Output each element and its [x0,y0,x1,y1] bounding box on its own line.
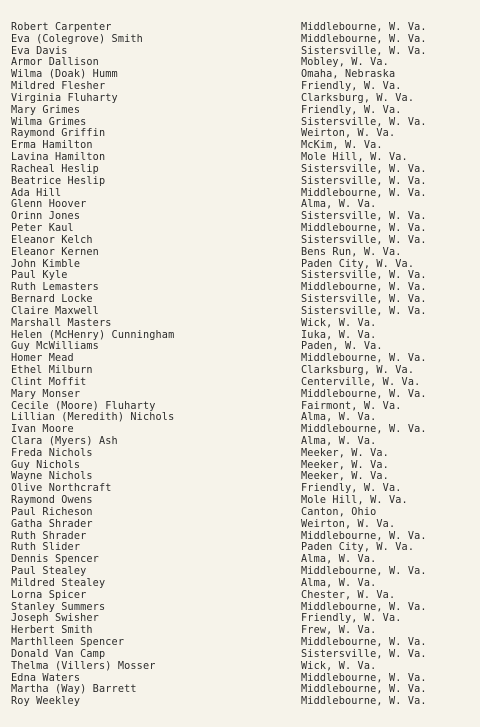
list-item [0,128,480,140]
person-name: Lillian (Meredith) Nichols [11,412,175,424]
person-location: Centerville, W. Va. [301,376,421,388]
list-item [0,436,480,448]
person-name: Mildred Stealey [11,577,106,589]
person-location: Meeker, W. Va. [301,459,389,471]
list-item [0,117,480,129]
person-name: Clara (Myers) Ash [11,435,118,447]
person-location: Middlebourne, W. Va. [301,33,427,45]
person-name: Bernard Locke [11,294,93,306]
person-name: Wayne Nichols [11,471,93,483]
list-item [0,176,480,188]
person-location: Alma, W. Va. [301,435,377,447]
person-location: Middlebourne, W. Va. [301,282,427,294]
list-item [0,495,480,507]
list-item [0,554,480,566]
person-name: Mildred Flesher [11,81,106,93]
person-location: Clarksburg, W. Va. [301,365,415,377]
person-location: Middlebourne, W. Va. [301,684,427,696]
person-name: Raymond Owens [11,495,93,507]
list-item [0,140,480,152]
person-name: Helen (McHenry) Cunningham [11,329,175,341]
person-location: Paden, W. Va. [301,341,383,353]
person-location: Frew, W. Va. [301,625,377,637]
list-item [0,306,480,318]
person-location: Alma, W. Va. [301,199,377,211]
person-location: Middlebourne, W. Va. [301,353,427,365]
person-name: Paul Kyle [11,270,68,282]
person-location: Clarksburg, W. Va. [301,92,415,104]
person-name: Eva Davis [11,45,68,57]
person-location: Sistersville, W. Va. [301,270,427,282]
list-item [0,46,480,58]
list-item [0,696,480,708]
person-name: Virginia Fluharty [11,92,118,104]
person-location: Iuka, W. Va. [301,329,377,341]
list-item [0,199,480,211]
person-location: Friendly, W. Va. [301,483,402,495]
list-item [0,294,480,306]
person-location: Weirton, W. Va. [301,518,396,530]
person-name: Homer Mead [11,353,74,365]
person-location: Middlebourne, W. Va. [301,187,427,199]
list-item [0,247,480,259]
list-item [0,673,480,685]
person-location: Sistersville, W. Va. [301,294,427,306]
person-name: Orinn Jones [11,211,81,223]
person-location: Meeker, W. Va. [301,447,389,459]
person-name: Lavina Hamilton [11,152,106,164]
list-item [0,365,480,377]
person-location: Sistersville, W. Va. [301,305,427,317]
list-item [0,471,480,483]
list-item [0,353,480,365]
list-item [0,531,480,543]
person-name: Stanley Summers [11,601,106,613]
list-item [0,211,480,223]
person-name: Guy McWilliams [11,341,99,353]
person-name: Ruth Lemasters [11,282,99,294]
person-location: Alma, W. Va. [301,554,377,566]
list-item [0,424,480,436]
list-item [0,401,480,413]
person-name: Joseph Swisher [11,613,99,625]
person-name: Eleanor Kelch [11,234,93,246]
person-name: Beatrice Heslip [11,175,106,187]
person-name: Eleanor Kernen [11,246,99,258]
person-location: Alma, W. Va. [301,412,377,424]
person-name: Thelma (Villers) Mosser [11,660,156,672]
person-location: Omaha, Nebraska [301,69,396,81]
person-name: Roy Weekley [11,696,81,708]
list-item [0,259,480,271]
name-address-list [0,22,480,708]
person-location: Mole Hill, W. Va. [301,152,408,164]
person-location: Fairmont, W. Va. [301,400,402,412]
person-name: Ruth Slider [11,542,81,554]
person-name: Lorna Spicer [11,589,87,601]
person-name: Peter Kaul [11,223,74,235]
person-name: Paul Richeson [11,506,93,518]
list-item [0,602,480,614]
person-location: Bens Run, W. Va. [301,246,402,258]
person-location: Paden City, W. Va. [301,542,415,554]
list-item [0,519,480,531]
person-name: Ada Hill [11,187,62,199]
list-item [0,389,480,401]
list-item [0,81,480,93]
person-location: Wick, W. Va. [301,317,377,329]
person-location: Friendly, W. Va. [301,81,402,93]
person-location: Middlebourne, W. Va. [301,22,427,33]
person-name: Dennis Spencer [11,554,99,566]
list-item [0,57,480,69]
person-location: Middlebourne, W. Va. [301,637,427,649]
person-location: Alma, W. Va. [301,577,377,589]
person-location: Middlebourne, W. Va. [301,601,427,613]
person-location: Canton, Ohio [301,506,377,518]
person-location: Mobley, W. Va. [301,57,389,69]
list-item [0,637,480,649]
person-name: Erma Hamilton [11,140,93,152]
list-item [0,235,480,247]
person-location: Middlebourne, W. Va. [301,223,427,235]
person-name: Edna Waters [11,672,81,684]
person-name: Armor Dallison [11,57,99,69]
person-name: Marthlleen Spencer [11,637,125,649]
person-location: Middlebourne, W. Va. [301,388,427,400]
list-item [0,460,480,472]
list-item [0,483,480,495]
list-item [0,270,480,282]
list-item [0,542,480,554]
person-location: Meeker, W. Va. [301,471,389,483]
person-location: Sistersville, W. Va. [301,45,427,57]
person-location: Chester, W. Va. [301,589,396,601]
list-item [0,282,480,294]
person-location: Sistersville, W. Va. [301,163,427,175]
person-location: Mole Hill, W. Va. [301,495,408,507]
person-name: Wilma (Doak) Humm [11,69,118,81]
list-item [0,22,480,34]
person-name: Martha (Way) Barrett [11,684,137,696]
person-name: Raymond Griffin [11,128,106,140]
person-name: Clint Moffit [11,376,87,388]
person-name: Freda Nichols [11,447,93,459]
person-name: Cecile (Moore) Fluharty [11,400,156,412]
person-name: Claire Maxwell [11,305,99,317]
person-location: Middlebourne, W. Va. [301,424,427,436]
person-name: Guy Nichols [11,459,81,471]
list-item [0,613,480,625]
list-item [0,649,480,661]
person-name: Ethel Milburn [11,365,93,377]
list-item [0,93,480,105]
person-location: Weirton, W. Va. [301,128,396,140]
list-item [0,412,480,424]
person-name: Olive Northcraft [11,483,112,495]
list-item [0,448,480,460]
list-item [0,318,480,330]
person-name: John Kimble [11,258,81,270]
person-location: Friendly, W. Va. [301,613,402,625]
person-name: Ivan Moore [11,424,74,436]
person-location: Friendly, W. Va. [301,104,402,116]
person-location: Middlebourne, W. Va. [301,530,427,542]
list-item [0,34,480,46]
list-item [0,164,480,176]
list-item [0,684,480,696]
person-location: Sistersville, W. Va. [301,648,427,660]
list-item [0,69,480,81]
person-name: Eva (Colegrove) Smith [11,33,143,45]
person-location: Wick, W. Va. [301,660,377,672]
person-name: Wilma Grimes [11,116,87,128]
person-name: Marshall Masters [11,317,112,329]
person-name: Donald Van Camp [11,648,106,660]
person-name: Mary Monser [11,388,81,400]
person-name: Robert Carpenter [11,22,112,33]
list-item [0,625,480,637]
person-location: Sistersville, W. Va. [301,211,427,223]
person-name: Gatha Shrader [11,518,93,530]
list-item [0,377,480,389]
person-location: Sistersville, W. Va. [301,175,427,187]
list-item [0,330,480,342]
list-item [0,223,480,235]
person-location: Paden City, W. Va. [301,258,415,270]
person-name: Ruth Shrader [11,530,87,542]
person-location: Sistersville, W. Va. [301,234,427,246]
person-name: Glenn Hoover [11,199,87,211]
list-item [0,188,480,200]
list-item [0,152,480,164]
list-item [0,578,480,590]
person-location: Sistersville, W. Va. [301,116,427,128]
list-item [0,105,480,117]
list-item [0,590,480,602]
person-name: Paul Stealey [11,566,87,578]
person-name: Mary Grimes [11,104,81,116]
list-item [0,566,480,578]
person-location: Middlebourne, W. Va. [301,696,427,708]
list-item [0,661,480,673]
person-name: Herbert Smith [11,625,93,637]
person-location: Middlebourne, W. Va. [301,566,427,578]
person-location: Middlebourne, W. Va. [301,672,427,684]
list-item [0,507,480,519]
list-item [0,341,480,353]
person-location: McKim, W. Va. [301,140,383,152]
person-name: Racheal Heslip [11,163,99,175]
